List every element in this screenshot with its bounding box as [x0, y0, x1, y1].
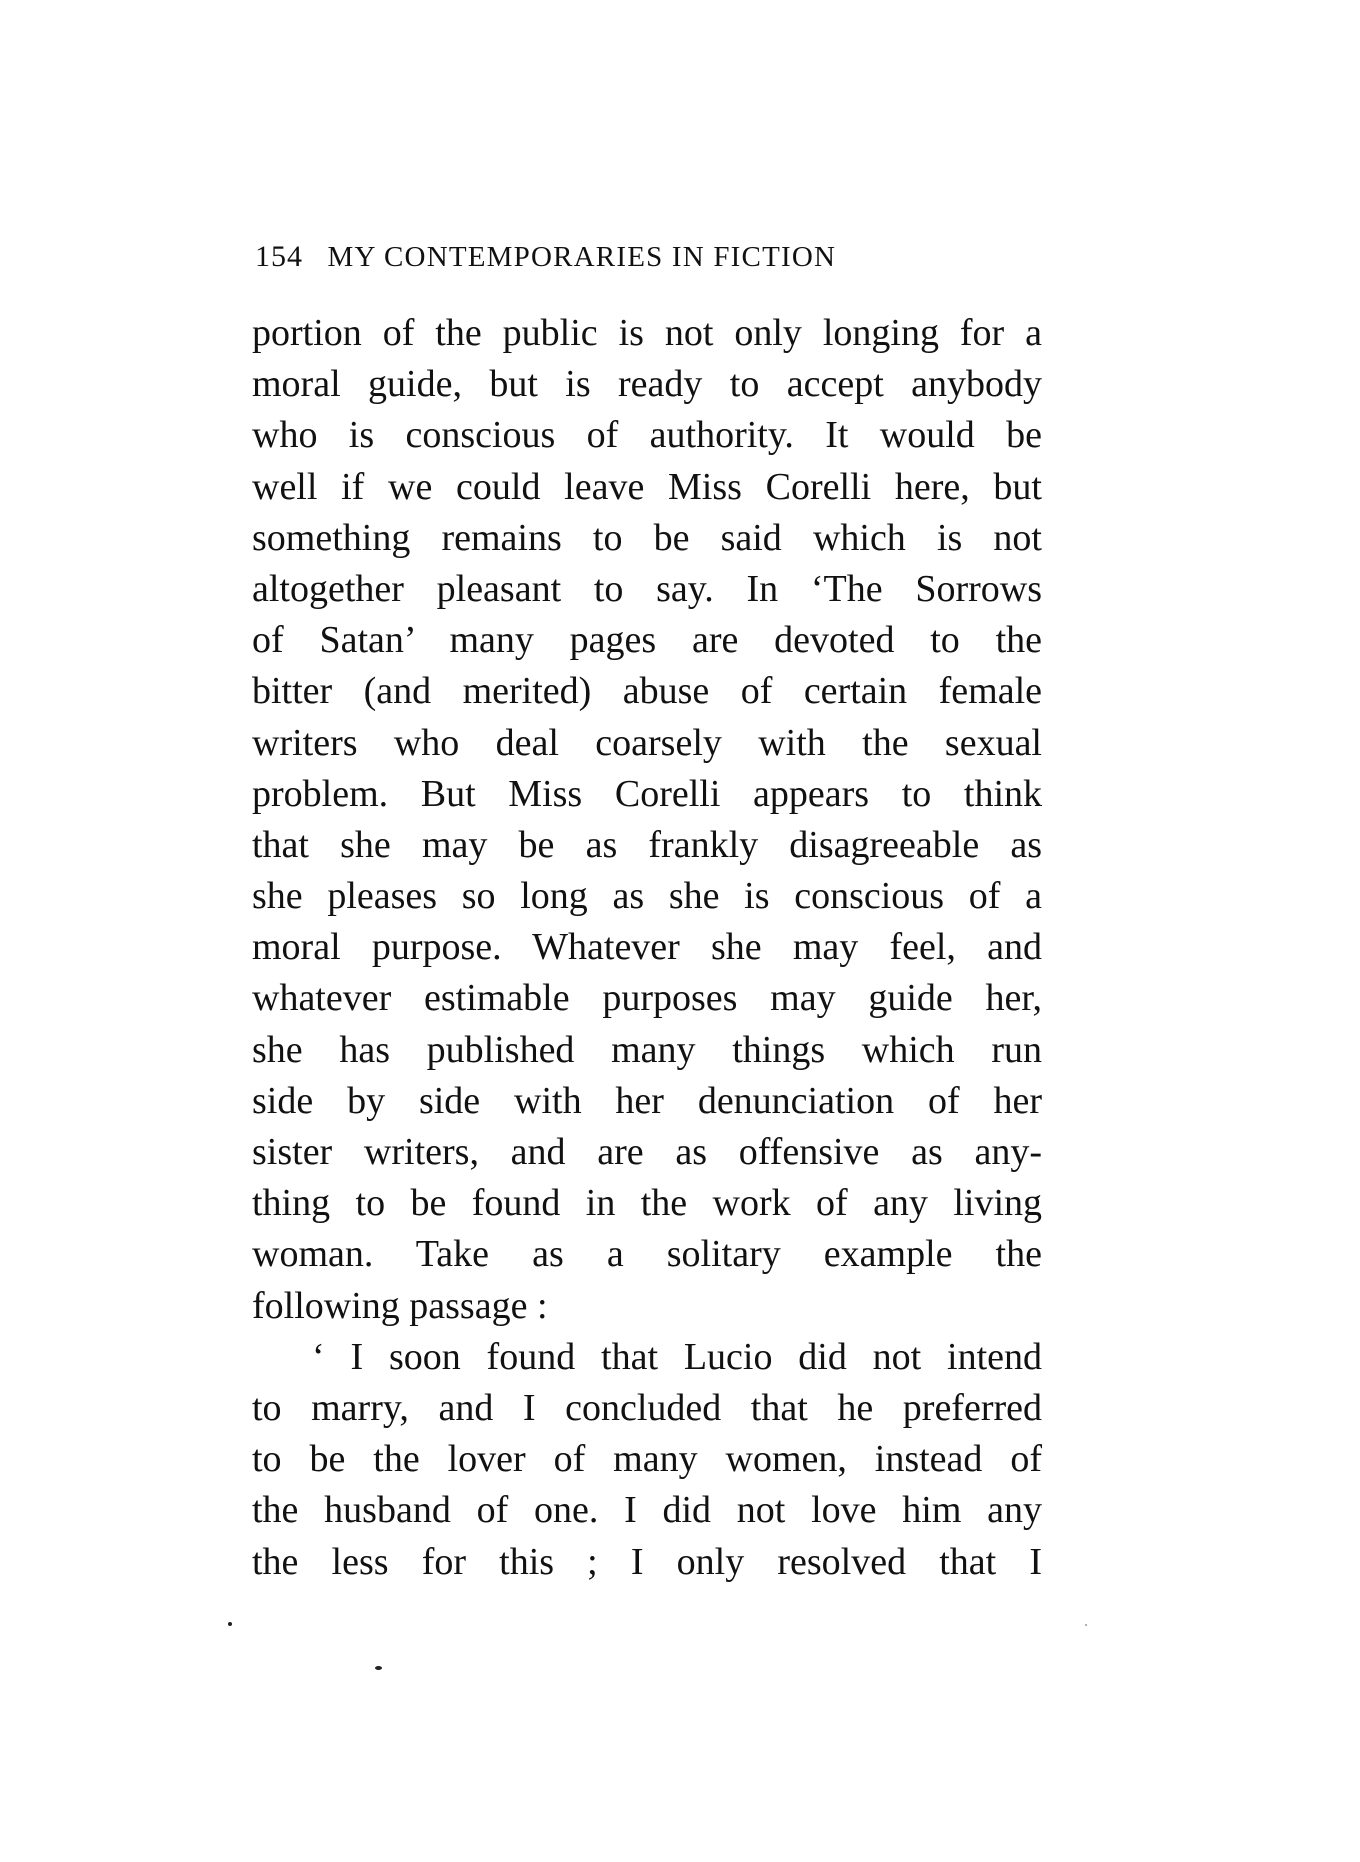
text-line: moral guide, but is ready to accept anybody: [252, 363, 1042, 406]
text-line: whatever estimable purposes may guide her,: [252, 977, 1042, 1020]
paragraph-quotation: [252, 1332, 1042, 1588]
text-line: of Satan’ many pages are devoted to the: [252, 619, 1042, 662]
text-line: well if we could leave Miss Corelli here, but: [252, 465, 1042, 508]
scan-speck: [228, 1622, 232, 1626]
text-line: portion of the public is not only longing for a: [252, 312, 1042, 354]
page-header: [255, 240, 1035, 280]
text-line: that she may be as frankly disagreeable as: [252, 823, 1042, 866]
body-text: [252, 308, 1042, 1588]
page-number: 154: [255, 240, 303, 273]
text-line: moral purpose. Whatever she may feel, and: [252, 926, 1042, 969]
text-line: something remains to be said which is not: [252, 516, 1042, 559]
text-line: to marry, and I concluded that he preferred: [252, 1386, 1042, 1429]
text-line: the less for this ; I only resolved that I: [252, 1540, 1042, 1583]
text-line: she has published many things which run: [252, 1028, 1042, 1071]
scan-speck: [1085, 1624, 1087, 1626]
text-line: the husband of one. I did not love him any: [252, 1489, 1042, 1532]
text-line: following passage :: [252, 1284, 548, 1327]
running-title: MY CONTEMPORARIES IN FICTION: [327, 241, 837, 273]
text-line: she pleases so long as she is conscious of a: [252, 875, 1042, 918]
text-line: bitter (and merited) abuse of certain female: [252, 670, 1042, 713]
text-line: woman. Take as a solitary example the: [252, 1233, 1042, 1276]
text-line: side by side with her denunciation of her: [252, 1079, 1042, 1122]
text-line: sister writers, and are as offensive as any-: [252, 1131, 1042, 1173]
paragraph: [252, 308, 1042, 1332]
text-line: altogether pleasant to say. In ‘The Sorrows: [252, 567, 1042, 610]
text-line: problem. But Miss Corelli appears to think: [252, 772, 1042, 815]
text-line: to be the lover of many women, instead of: [252, 1438, 1042, 1481]
text-line: thing to be found in the work of any living: [252, 1182, 1042, 1225]
scan-speck: [375, 1666, 382, 1670]
text-line: who is conscious of authority. It would be: [252, 414, 1042, 457]
text-line: ‘ I soon found that Lucio did not intend: [312, 1335, 1042, 1378]
text-line: writers who deal coarsely with the sexual: [252, 721, 1042, 764]
